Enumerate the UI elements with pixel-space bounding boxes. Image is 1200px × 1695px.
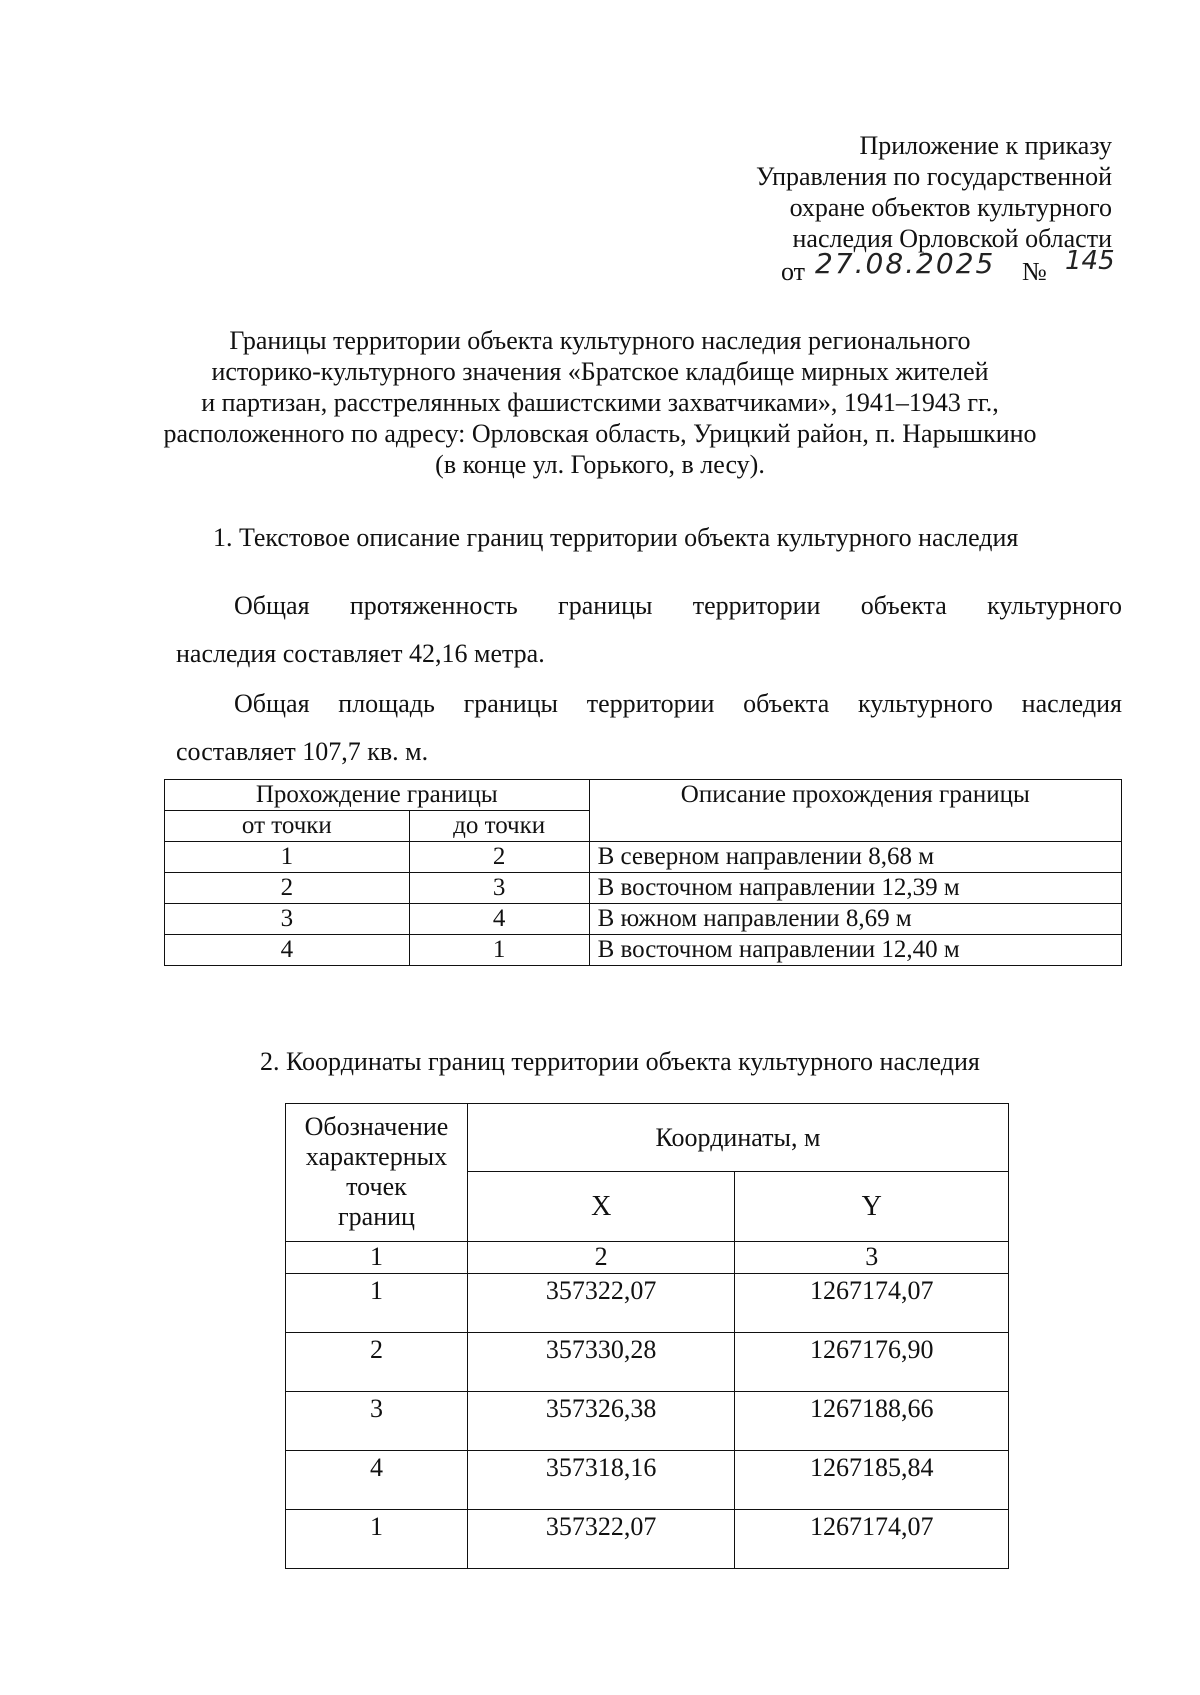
word: объекта (860, 591, 947, 620)
header-description: Описание прохождения границы (589, 780, 1121, 842)
word: Общая (234, 689, 310, 718)
appendix-header (512, 130, 1115, 288)
table-header-row (165, 780, 1122, 811)
word: границы (463, 689, 558, 718)
x-coordinate: 357322,07 (467, 1274, 735, 1333)
boundary-description: В северном направлении 8,68 м (589, 842, 1121, 873)
boundary-description: В восточном направлении 12,40 м (589, 935, 1121, 966)
from-point: 2 (165, 873, 410, 904)
boundary-description: В южном направлении 8,69 м (589, 904, 1121, 935)
table-row (165, 935, 1122, 966)
date-prefix: от (781, 257, 806, 286)
table-row (286, 1333, 1009, 1392)
point-id: 2 (286, 1333, 468, 1392)
column-index: 3 (735, 1242, 1009, 1274)
header-to-point: до точки (409, 811, 589, 842)
from-point: 3 (165, 904, 410, 935)
boundary-description: В восточном направлении 12,39 м (589, 873, 1121, 904)
y-coordinate: 1267174,07 (735, 1510, 1009, 1569)
word: культурного (987, 591, 1122, 620)
header-passage: Прохождение границы (165, 780, 590, 811)
header-from-point: от точки (165, 811, 410, 842)
word: Общая (234, 591, 310, 620)
to-point: 4 (409, 904, 589, 935)
word: протяженность (349, 591, 518, 620)
coordinates-table (285, 1103, 1009, 1569)
table-row (165, 904, 1122, 935)
word: территории (692, 591, 821, 620)
to-point: 1 (409, 935, 589, 966)
point-id: 3 (286, 1392, 468, 1451)
appendix-line: Управления по государственной (755, 162, 1112, 191)
y-coordinate: 1267185,84 (735, 1451, 1009, 1510)
table-row (286, 1392, 1009, 1451)
paragraph-rest: составляет 107,7 кв. м. (176, 737, 429, 766)
paragraph-first-line (176, 680, 1122, 728)
x-coordinate: 357326,38 (467, 1392, 735, 1451)
total-length-paragraph (176, 582, 1122, 678)
header-coordinates: Координаты, м (467, 1104, 1008, 1172)
paragraph-first-line (176, 582, 1122, 630)
point-id: 1 (286, 1510, 468, 1569)
label-line: границ (337, 1202, 415, 1231)
word: наследия (1021, 689, 1122, 718)
column-index: 1 (286, 1242, 468, 1274)
header-point-designation (286, 1104, 468, 1242)
word: территории (586, 689, 715, 718)
table-row (286, 1274, 1009, 1333)
title-line: и партизан, расстрелянных фашистскими захватчиками», 1941–1943 гг., (201, 388, 999, 417)
word: объекта (743, 689, 830, 718)
header-y: Y (735, 1172, 1009, 1242)
table-row (165, 842, 1122, 873)
title-line: расположенного по адресу: Орловская область, Урицкий район, п. Нарышкино (163, 419, 1037, 448)
x-coordinate: 357330,28 (467, 1333, 735, 1392)
x-coordinate: 357318,16 (467, 1451, 735, 1510)
table-row (286, 1451, 1009, 1510)
appendix-line: охране объектов культурного (789, 193, 1112, 222)
header-x: X (467, 1172, 735, 1242)
total-area-paragraph (176, 680, 1122, 776)
title-line: (в конце ул. Горького, в лесу). (435, 450, 765, 479)
table-row (286, 1510, 1009, 1569)
column-index: 2 (467, 1242, 735, 1274)
title-line: Границы территории объекта культурного наследия регионального (229, 326, 971, 355)
from-point: 4 (165, 935, 410, 966)
table-header-row (286, 1104, 1009, 1172)
number-sign: № (1022, 257, 1047, 286)
handwritten-date: 27.08.2025 (815, 247, 996, 280)
handwritten-number: 145 (1065, 246, 1115, 276)
boundary-table (164, 779, 1122, 966)
table-row (165, 873, 1122, 904)
y-coordinate: 1267188,66 (735, 1392, 1009, 1451)
paragraph-rest: наследия составляет 42,16 метра. (176, 639, 545, 668)
section-1-heading: 1. Текстовое описание границ территории объекта культурного наследия (213, 523, 1019, 552)
column-index-row (286, 1242, 1009, 1274)
label-line: точек (346, 1172, 407, 1201)
y-coordinate: 1267176,90 (735, 1333, 1009, 1392)
x-coordinate: 357322,07 (467, 1510, 735, 1569)
order-date-number (512, 246, 1115, 288)
word: культурного (858, 689, 993, 718)
title-line: историко-культурного значения «Братское кладбище мирных жителей (211, 357, 989, 386)
point-id: 4 (286, 1451, 468, 1510)
label-line: характерных (305, 1142, 448, 1171)
to-point: 2 (409, 842, 589, 873)
word: площадь (338, 689, 435, 718)
from-point: 1 (165, 842, 410, 873)
section-2-heading: 2. Координаты границ территории объекта культурного наследия (260, 1047, 980, 1076)
appendix-line: Приложение к приказу (859, 131, 1112, 160)
document-title (150, 325, 1050, 480)
point-id: 1 (286, 1274, 468, 1333)
word: границы (558, 591, 653, 620)
appendix-line: наследия Орловской области (792, 224, 1112, 253)
y-coordinate: 1267174,07 (735, 1274, 1009, 1333)
label-line: Обозначение (304, 1112, 449, 1141)
to-point: 3 (409, 873, 589, 904)
